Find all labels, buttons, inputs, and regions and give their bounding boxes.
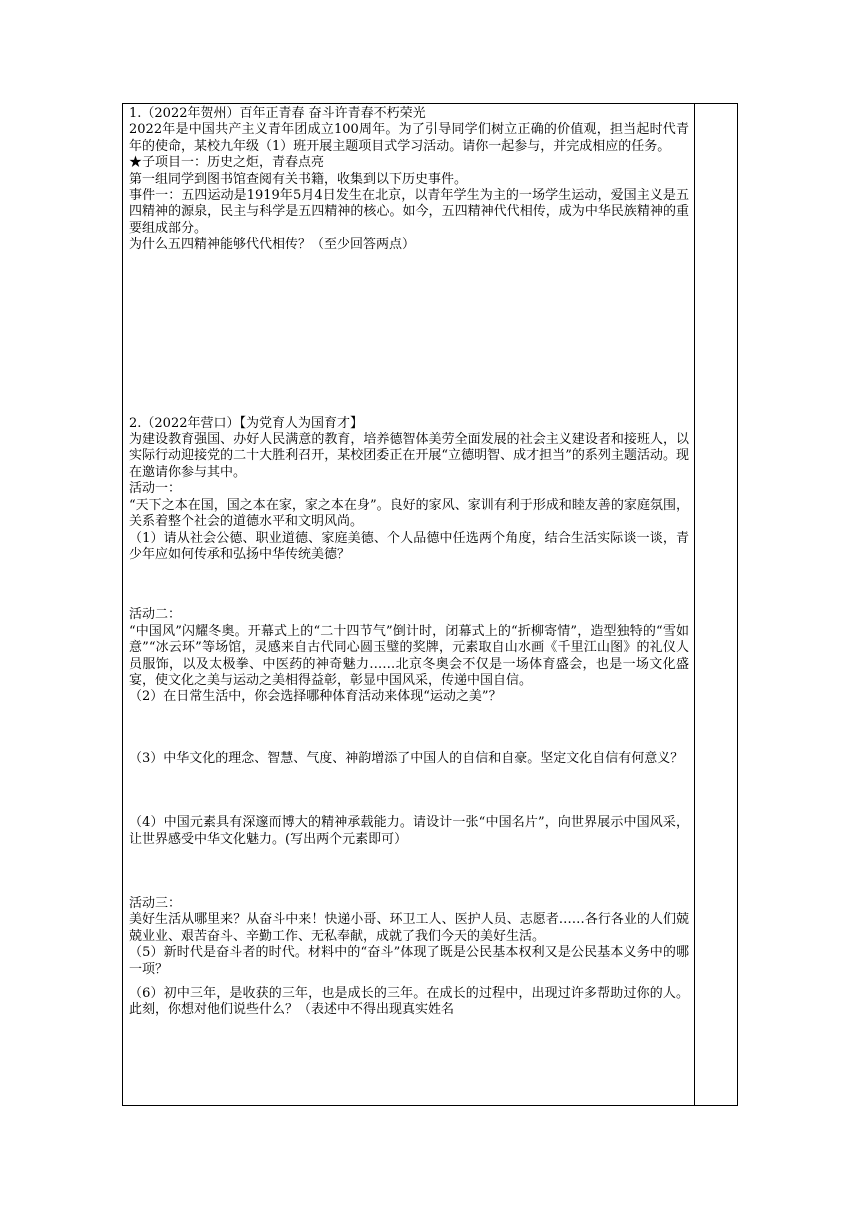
sub-question-1: （1）请从社会公德、职业道德、家庭美德、个人品德中任选两个角度，结合生活实际谈一谈，青少年应如何传承和弘扬中华传统美德？ [129,530,689,562]
q1-event: 事件一：五四运动是1919年5月4日发生在北京，以青年学生为主的一场学生运动，爱国主义是五四精神的源泉，民主与科学是五四精神的核心。如今，五四精神代代相传，成为中华民族精神的重要组成部分。 [129,188,689,236]
answer-space [129,978,689,986]
answer-space [129,848,689,896]
sub-question-3: （3）中华文化的理念、智慧、气度、神韵增添了中国人的自信和自豪。坚定文化自信有何意义？ [129,750,684,766]
q1-intro: 2022年是中国共产主义青年团成立100周年。为了引导同学们树立正确的价值观，担当起时代青年的使命，某校九年级（1）班开展主题项目式学习活动。请你一起参与，并完成相应的任务。 [129,122,689,154]
q2-intro: 为建设教育强国、办好人民满意的教育，培养德智体美劳全面发展的社会主义建设者和接班人，以实际行动迎接党的二十大胜利召开，某校团委正在开展“立德明智、成才担当”的系列主题活动。现在邀请你参与其中。 [129,432,689,480]
q1-group: 第一组同学到图书馆查阅有关书籍，收集到以下历史事件。 [129,171,468,187]
answer-space [129,254,689,416]
column-divider [694,104,695,1105]
activity3-label: 活动三： [129,895,182,911]
answer-space [129,706,689,751]
q2-title: 2.（2022年营口）【为党育人为国育才】 [129,415,363,431]
question-cell [129,106,689,1019]
answer-space [129,767,689,815]
activity3-text: 美好生活从哪里来？从奋斗中来！快递小哥、环卫工人、医护人员、志愿者……各行各业的人们兢兢业业、艰苦奋斗、辛勤工作、无私奉献，成就了我们今天的美好生活。 [129,912,689,944]
sub-question-5: （5）新时代是奋斗者的时代。材料中的“奋斗”体现了既是公民基本权利又是公民基本义务中的哪一项？ [129,945,689,977]
sub-question-4: （4）中国元素具有深邃而博大的精神承载能力。请设计一张“中国名片”，向世界展示中国风采，让世界感受中华文化魅力。(写出两个元素即可） [129,815,689,847]
sub-question-6: （6）初中三年，是收获的三年，也是成长的三年。在成长的过程中，出现过许多帮助过你的人。此刻，你想对他们说些什么？（表述中不得出现真实姓名 [129,986,689,1018]
question-table [122,103,738,1106]
activity1-label: 活动一： [129,481,182,497]
answer-space [129,563,689,607]
activity2-text: “中国风”闪耀冬奥。开幕式上的“二十四节气”倒计时，闭幕式上的“折柳寄情”，造型独特的“雪如意”“冰云环”等场馆，灵感来自古代同心圆玉璧的奖牌，元素取自山水画《千里江山图》的礼仪人员服饰，以及太极拳、中医药的神奇魅力……北京冬奥会不仅是一场体育盛会，也是一场文化盛宴，使文化之美与运动之美相得益彰，彰显中国风采，传递中国自信。 [129,623,689,688]
sub-question-2: （2）在日常生活中，你会选择哪种体育活动来体现“运动之美”？ [129,689,502,705]
q1-title: 1.（2022年贺州）百年正青春 奋斗许青春不朽荣光 [129,106,426,121]
q1-subproject: ★子项目一：历史之炬，青春点亮 [129,155,325,171]
activity1-text: “天下之本在国，国之本在家，家之本在身”。良好的家风、家训有利于形成和睦友善的家庭氛围，关系着整个社会的道德水平和文明风尚。 [129,497,689,530]
activity2-label: 活动二： [129,607,182,623]
q1-ask: 为什么五四精神能够代代相传？（至少回答两点） [129,237,416,253]
